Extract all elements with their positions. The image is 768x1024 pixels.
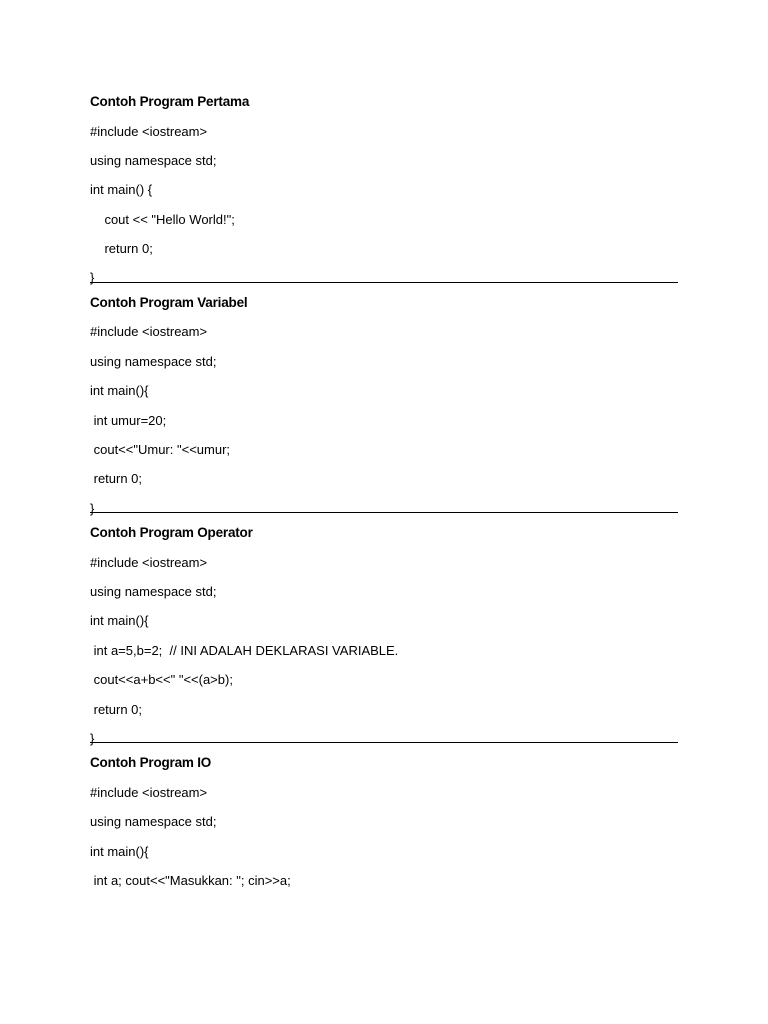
code-line: using namespace std; bbox=[90, 353, 217, 369]
section-divider bbox=[90, 742, 678, 743]
code-line: return 0; bbox=[90, 471, 143, 487]
code-line: cout<<a+b<<" "<<(a>b); bbox=[90, 672, 233, 688]
code-line: int main() { bbox=[90, 182, 153, 198]
code-line: cout<<"Umur: "<<umur; bbox=[90, 441, 231, 457]
section-program-pertama bbox=[90, 90, 678, 286]
code-line: cout << "Hello World!"; bbox=[90, 211, 235, 227]
code-line: using namespace std; bbox=[90, 814, 217, 830]
section-program-io bbox=[90, 751, 678, 898]
section-divider bbox=[90, 512, 678, 513]
section-program-operator bbox=[90, 521, 678, 746]
section-program-variabel bbox=[90, 291, 678, 516]
code-line: } bbox=[90, 500, 95, 516]
section-title: Contoh Program Operator bbox=[90, 525, 253, 541]
code-line: return 0; bbox=[90, 701, 143, 717]
code-line: #include <iostream> bbox=[90, 123, 208, 139]
code-line: #include <iostream> bbox=[90, 324, 208, 340]
code-line: } bbox=[90, 730, 95, 746]
section-title: Contoh Program IO bbox=[90, 755, 212, 771]
code-line: int a=5,b=2; // INI ADALAH DEKLARASI VARIABLE. bbox=[90, 642, 399, 658]
section-divider bbox=[90, 282, 678, 283]
code-line: int umur=20; bbox=[90, 412, 167, 428]
code-line: #include <iostream> bbox=[90, 554, 208, 570]
code-line: using namespace std; bbox=[90, 152, 217, 168]
code-line: } bbox=[90, 270, 95, 286]
code-line: #include <iostream> bbox=[90, 784, 208, 800]
section-title: Contoh Program Variabel bbox=[90, 294, 248, 310]
code-line: return 0; bbox=[90, 241, 153, 257]
document-page bbox=[90, 90, 678, 898]
code-line: using namespace std; bbox=[90, 583, 217, 599]
code-line: int main(){ bbox=[90, 843, 149, 859]
code-line: int main(){ bbox=[90, 383, 149, 399]
code-line: int a; cout<<"Masukkan: "; cin>>a; bbox=[90, 872, 291, 888]
code-line: int main(){ bbox=[90, 613, 149, 629]
section-title: Contoh Program Pertama bbox=[90, 94, 250, 109]
